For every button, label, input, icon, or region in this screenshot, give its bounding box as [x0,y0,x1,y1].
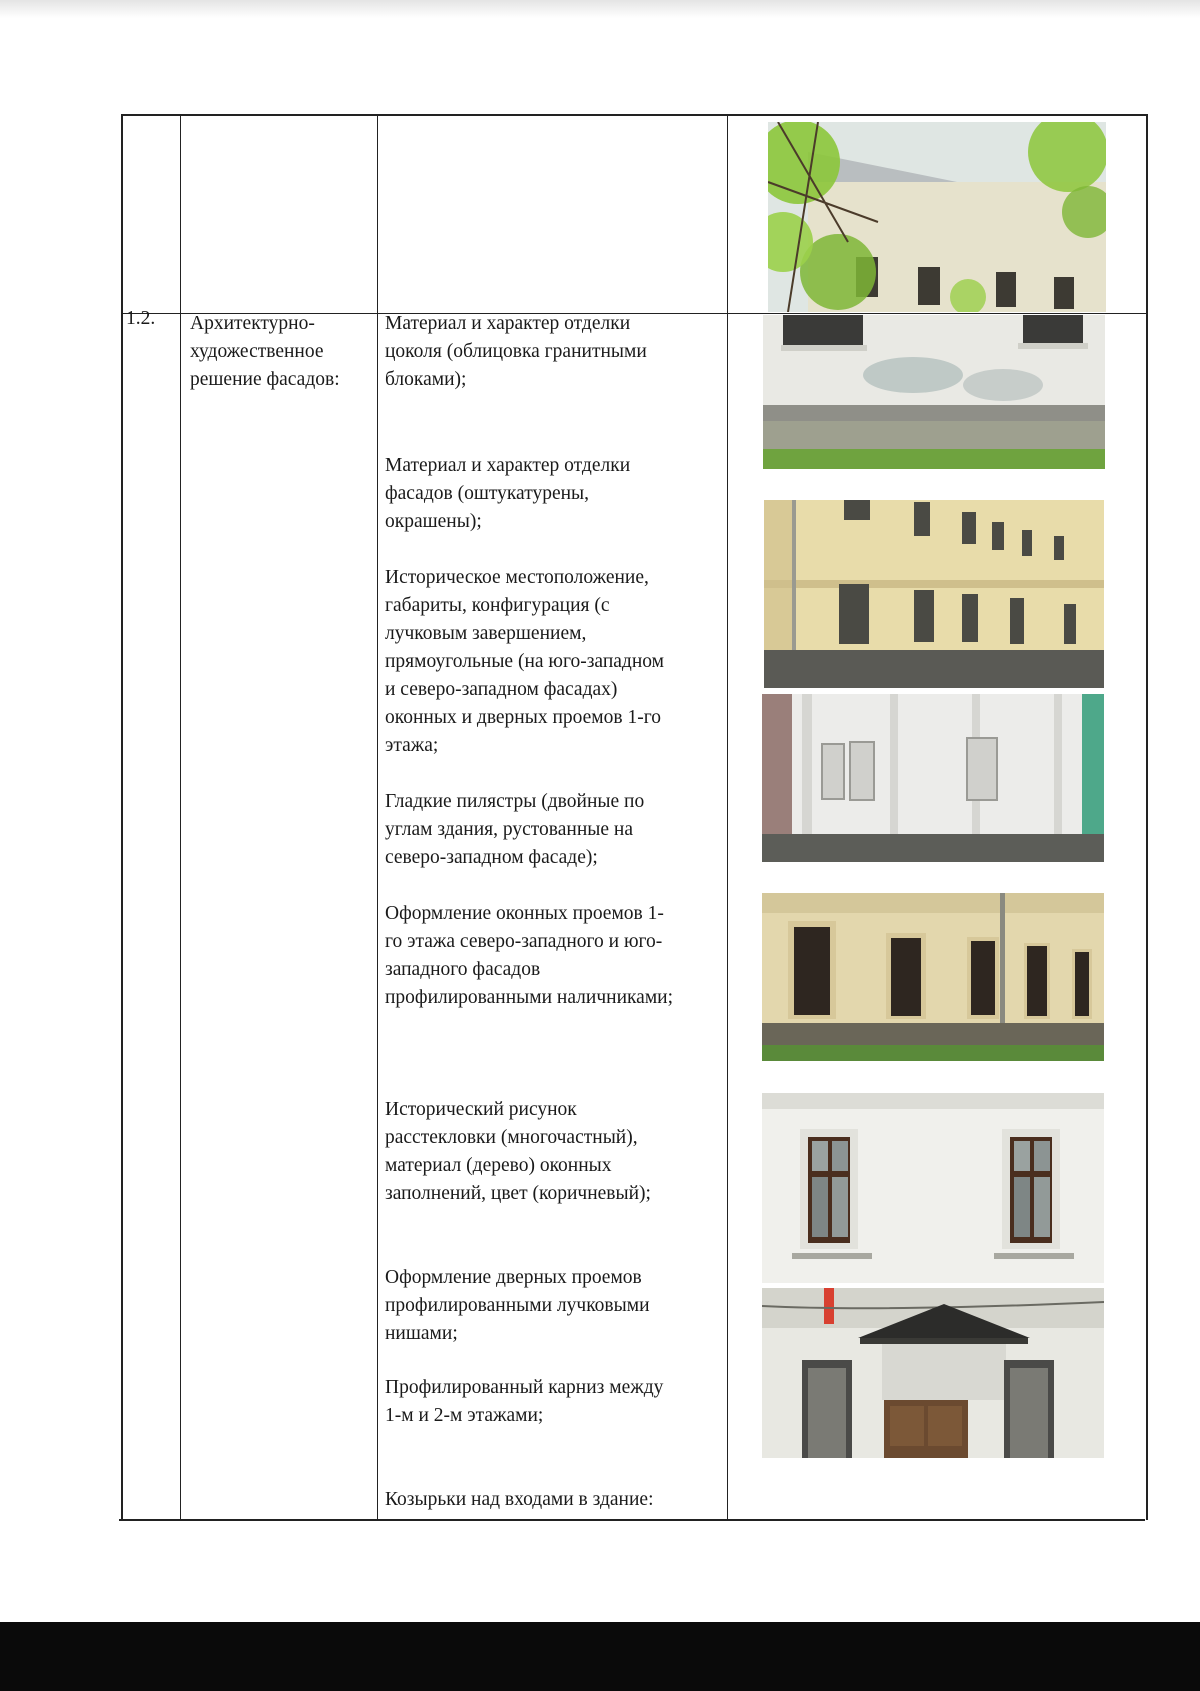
feature-line: Историческое местоположение, [385,567,649,588]
category-cell [190,310,375,394]
feature-line: Козырьки над входами в здание: [385,1489,654,1510]
feature-line: этажа; [385,735,439,756]
feature-item [385,310,715,394]
scan-bottom-edge [0,1622,1200,1691]
feature-item [385,1374,715,1430]
feature-line: Профилированный карниз между [385,1377,664,1398]
feature-item [385,1096,715,1208]
feature-item [385,1486,715,1514]
feature-line: расстекловки (многочастный), [385,1127,638,1148]
feature-line: цоколя (облицовка гранитными [385,341,647,362]
feature-line: нишами; [385,1323,458,1344]
feature-line: и северо-западном фасадах) [385,679,618,700]
facade-photo-trees [768,122,1106,312]
table-col-divider-3 [727,114,728,1520]
table-border-top [121,114,1147,116]
feature-line: заполнений, цвет (коричневый); [385,1183,651,1204]
feature-line: Гладкие пилястры (двойные по [385,791,645,812]
row-number: 1.2. [126,308,156,329]
feature-item [385,900,715,1012]
feature-line: габариты, конфигурация (с [385,595,610,616]
table-border-right [1146,114,1148,1520]
feature-item [385,564,715,760]
feature-line: профилированными лучковыми [385,1295,650,1316]
table-border-left [121,114,123,1520]
category-line: Архитектурно- [190,313,315,334]
feature-line: окрашены); [385,511,482,532]
feature-line: оконных и дверных проемов 1-го [385,707,661,728]
feature-line: Материал и характер отделки [385,455,631,476]
feature-line: Оформление оконных проемов 1- [385,903,664,924]
feature-line: Оформление дверных проемов [385,1267,642,1288]
category-line: решение фасадов: [190,369,340,390]
feature-item [385,452,715,536]
feature-item [385,1264,715,1348]
plinth-photo [763,315,1105,469]
feature-line: западного фасадов [385,959,541,980]
feature-line: фасадов (оштукатурены, [385,483,590,504]
entrance-canopy-photo [762,1288,1104,1458]
feature-line: северо-западном фасаде); [385,847,598,868]
feature-line: профилированными наличниками; [385,987,674,1008]
table-col-divider-1 [180,114,181,1520]
feature-line: Материал и характер отделки [385,313,631,334]
table-border-bottom [119,1519,1145,1521]
feature-line: углам здания, рустованные на [385,819,633,840]
pilaster-facade-photo [762,694,1104,862]
table-col-divider-2 [377,114,378,1520]
category-line: художественное [190,341,324,362]
yellow-facade-photo [764,500,1104,688]
window-surrounds-photo [762,893,1104,1061]
feature-line: Исторический рисунок [385,1099,577,1120]
scan-edge [0,0,1200,18]
feature-item [385,788,715,872]
feature-line: лучковым завершением, [385,623,587,644]
feature-line: 1-м и 2-м этажами; [385,1405,544,1426]
feature-line: го этажа северо-западного и юго- [385,931,663,952]
feature-line: блоками); [385,369,467,390]
wooden-windows-photo [762,1093,1104,1283]
feature-line: прямоугольные (на юго-западном [385,651,664,672]
feature-line: материал (дерево) оконных [385,1155,612,1176]
